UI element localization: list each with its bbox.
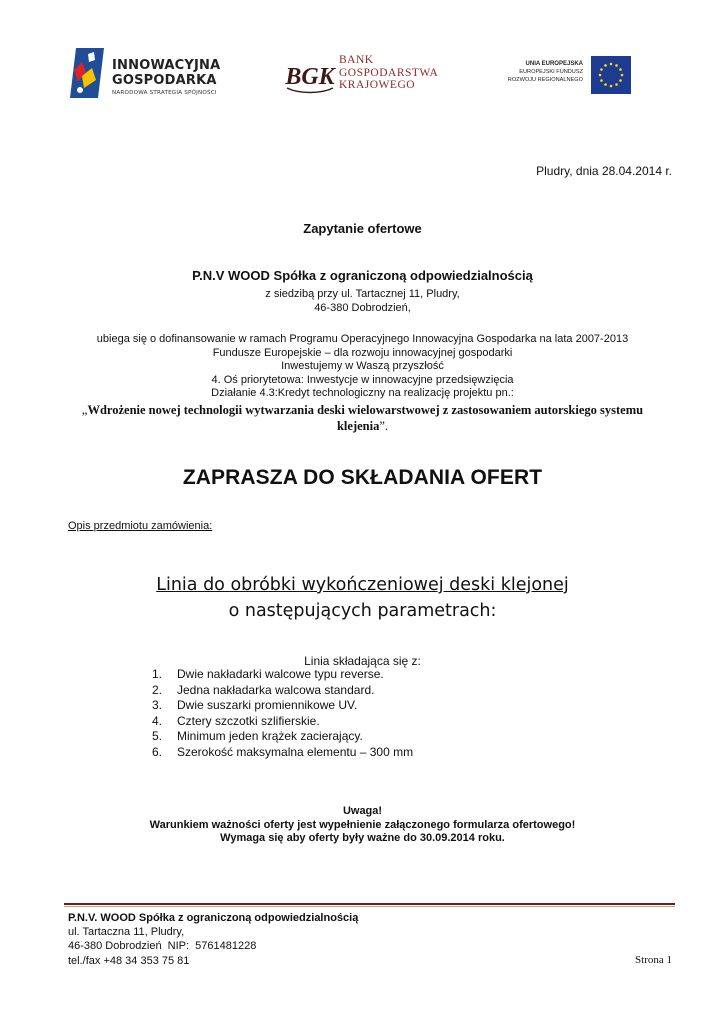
bgk-monogram-text: BGK (285, 64, 335, 90)
order-description-label: Opis przedmiotu zamówienia: (68, 520, 213, 532)
eu-star-icon (619, 68, 622, 71)
program-line-3: Inwestujemy w Waszą przyszłość (281, 360, 444, 372)
composition-intro: Linia składająca się z: (304, 654, 421, 668)
bgk-monogram-icon (283, 52, 337, 96)
eu-star-icon (604, 83, 607, 86)
eu-line-2: EUROPEJSKI FUNDUSZ (519, 69, 583, 75)
innowacyjna-gospodarka-emblem-icon (68, 42, 110, 104)
footer-divider (64, 903, 675, 905)
list-item: 3. Dwie suszarki promiennikowe UV. (152, 698, 358, 712)
eu-star-icon (604, 64, 607, 67)
eu-star-icon (600, 68, 603, 71)
company-name: P.N.V WOOD Spółka z ograniczoną odpowiedzialnością (192, 268, 533, 283)
eu-flag-icon (591, 56, 631, 94)
logo-line-2: GOSPODARKA (112, 73, 217, 88)
program-line-1: ubiega się o dofinansowanie w ramach Programu Operacyjnego Innowacyjna Gospodarka na lata 2007-2013 (96, 333, 629, 345)
program-line-2: Fundusze Europejskie – dla rozwoju innowacyjnej gospodarki (212, 346, 513, 359)
notice-line-1: Warunkiem ważności oferty jest wypełnienie załączonego formularza ofertowego! (149, 818, 576, 831)
footer-contact (68, 911, 358, 968)
eu-star-icon (610, 85, 613, 88)
eu-star-icon (615, 64, 618, 67)
subject-heading (0, 572, 725, 624)
eu-star-icon (600, 79, 603, 82)
innowacyjna-gospodarka-logo (68, 42, 238, 104)
project-open-quote: „ (81, 403, 88, 417)
document-title: Zapytanie ofertowe (303, 221, 422, 236)
project-close-quote: ”. (379, 419, 389, 433)
eu-star-icon (599, 74, 602, 77)
bgk-line-2: GOSPODARSTWA (339, 66, 439, 79)
equipment-list (152, 667, 413, 760)
page-number: Strona 1 (635, 954, 672, 966)
footer-street: ul. Tartaczna 11, Pludry, (68, 926, 185, 939)
eu-star-icon (619, 79, 622, 82)
eu-star-icon (610, 63, 613, 66)
logo-tagline: NARODOWA STRATEGIA SPÓJNOŚCI (112, 90, 217, 96)
subject-line-1: Linia do obróbki wykończeniowej deski klejonej (156, 575, 569, 595)
notice-line-2: Wymaga się aby oferty były ważne do 30.09.2014 roku. (220, 832, 505, 844)
company-address-line-2: 46-380 Dobrodzień, (314, 301, 411, 314)
footer-phone: tel./fax +48 34 353 75 81 (68, 954, 190, 967)
project-name-line-2: klejenia (336, 419, 380, 433)
footer-divider-accent (64, 906, 675, 907)
project-name (0, 402, 725, 434)
notice-block (0, 805, 725, 846)
document-date: Pludry, dnia 28.04.2014 r. (536, 164, 672, 178)
project-name-line-1: Wdrożenie nowej technologii wytwarzania deski wielowarstwowej z zastosowaniem autorskiego systemu (87, 403, 644, 417)
eu-line-3: ROZWOJU REGIONALNEGO (507, 77, 583, 83)
list-item: 2. Jedna nakładarka walcowa standard. (152, 682, 375, 697)
list-item: 5. Minimum jeden krążek zacierający. (152, 729, 363, 743)
notice-title: Uwaga! (342, 805, 383, 817)
list-item: 6. Szerokość maksymalna elementu – 300 mm (152, 744, 414, 759)
bgk-line-3: KRAJOWEGO (339, 79, 416, 91)
program-line-5: Działanie 4.3:Kredyt technologiczny na realizację projektu pn.: (211, 387, 514, 399)
logo-line-1: INNOWACYJNA (112, 58, 221, 73)
subject-line-2: o następujących parametrach: (228, 601, 497, 621)
program-line-4: 4. Oś priorytetowa: Inwestycje w innowacyjne przedsięwzięcia (211, 373, 514, 386)
list-item: 4. Cztery szczotki szlifierskie. (152, 713, 320, 728)
eu-star-icon (615, 83, 618, 86)
footer-city-nip: 46-380 Dobrodzień NIP: 5761481228 (68, 940, 257, 953)
eu-line-1: UNIA EUROPEJSKA (525, 61, 583, 67)
list-item: 1. Dwie nakładarki walcowe typu reverse. (152, 667, 384, 681)
company-address (0, 288, 725, 315)
program-info (0, 333, 725, 401)
footer-company: P.N.V. WOOD Spółka z ograniczoną odpowiedzialnością (68, 912, 359, 924)
eu-star-icon (621, 74, 624, 77)
company-address-line-1: z siedzibą przy ul. Tartacznej 11, Pludry, (265, 288, 460, 300)
bgk-line-1: BANK (339, 54, 374, 66)
invitation-heading: ZAPRASZA DO SKŁADANIA OFERT (182, 466, 543, 489)
bgk-logo (283, 52, 453, 100)
eu-fund-logo (487, 56, 632, 96)
